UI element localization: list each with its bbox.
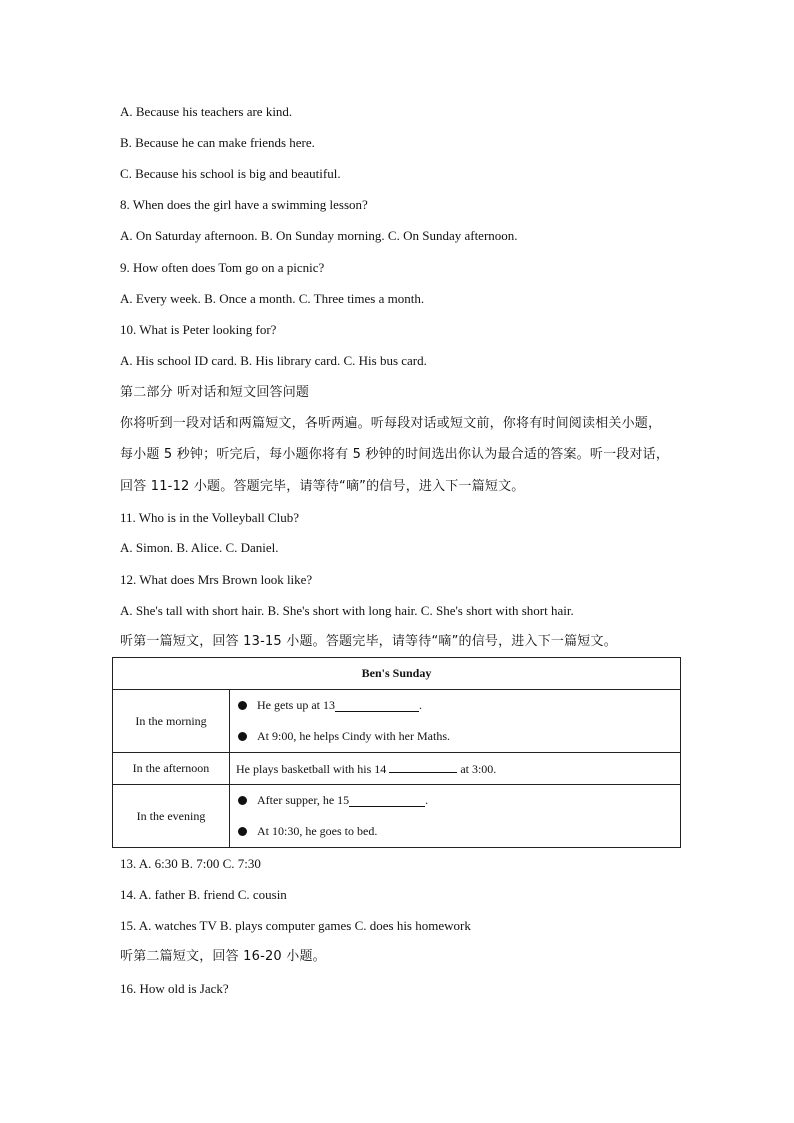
bullet-icon — [238, 827, 247, 836]
question-line: 12. What does Mrs Brown look like? — [120, 572, 313, 587]
instruction-line: 听第二篇短文，回答 16-20 小题。 — [120, 949, 326, 964]
instruction-line: 回答 11-12 小题。答题完毕，请等待“嘀”的信号，进入下一篇短文。 — [120, 479, 525, 494]
list-item — [236, 721, 680, 752]
list-item — [236, 816, 680, 847]
option-line: A. Every week. B. Once a month. C. Three times a month. — [120, 291, 425, 306]
table-title: Ben's Sunday — [113, 658, 681, 690]
evening-item-1-end: . — [425, 793, 429, 807]
instruction-line: 听第一篇短文，回答 13-15 小题。答题完毕，请等待“嘀”的信号，进入下一篇短文。 — [120, 634, 617, 649]
bullet-icon — [238, 701, 247, 710]
evening-content — [230, 785, 681, 848]
option-line: 13. A. 6:30 B. 7:00 C. 7:30 — [120, 856, 261, 871]
option-line: 14. A. father B. friend C. cousin — [120, 887, 287, 902]
list-item — [236, 690, 680, 721]
option-line: A. Because his teachers are kind. — [120, 104, 293, 119]
answer-blank-13[interactable] — [335, 699, 419, 712]
morning-item-1: He gets up at 13 — [257, 698, 335, 712]
row-label-evening: In the evening — [113, 785, 230, 848]
list-item — [236, 785, 680, 816]
row-label-afternoon: In the afternoon — [113, 753, 230, 785]
question-line: 8. When does the girl have a swimming lesson? — [120, 197, 368, 212]
option-line: C. Because his school is big and beautiful. — [120, 166, 341, 181]
question-line: 16. How old is Jack? — [120, 981, 229, 996]
afternoon-item-1-end: at 3:00. — [457, 762, 497, 776]
morning-item-1-end: . — [418, 698, 422, 712]
question-line: 11. Who is in the Volleyball Club? — [120, 510, 299, 525]
morning-content — [230, 690, 681, 753]
bullet-icon — [238, 732, 247, 741]
morning-item-2: At 9:00, he helps Cindy with her Maths. — [257, 729, 450, 743]
bens-sunday-table — [112, 657, 681, 848]
afternoon-item-1: He plays basketball with his 14 — [236, 762, 390, 776]
question-line: 9. How often does Tom go on a picnic? — [120, 260, 325, 275]
option-line: A. She's tall with short hair. B. She's short with long hair. C. She's short with short hair. — [120, 603, 574, 618]
row-label-morning: In the morning — [113, 690, 230, 753]
option-line: A. Simon. B. Alice. C. Daniel. — [120, 540, 279, 555]
question-line: 10. What is Peter looking for? — [120, 322, 277, 337]
option-line: A. On Saturday afternoon. B. On Sunday morning. C. On Sunday afternoon. — [120, 228, 518, 243]
option-line: B. Because he can make friends here. — [120, 135, 315, 150]
answer-blank-15[interactable] — [349, 794, 425, 807]
instruction-line: 每小题 5 秒钟；听完后，每小题你将有 5 秒钟的时间选出你认为最合适的答案。听一段对话， — [120, 447, 670, 462]
bullet-icon — [238, 796, 247, 805]
instruction-line: 你将听到一段对话和两篇短文，各听两遍。听每段对话或短文前，你将有时间阅读相关小题， — [120, 416, 662, 431]
afternoon-content — [230, 753, 681, 785]
evening-item-2: At 10:30, he goes to bed. — [257, 824, 378, 838]
option-line: A. His school ID card. B. His library card. C. His bus card. — [120, 353, 427, 368]
section-heading: 第二部分 听对话和短文回答问题 — [120, 385, 310, 400]
evening-item-1: After supper, he 15 — [257, 793, 350, 807]
option-line: 15. A. watches TV B. plays computer games C. does his homework — [120, 918, 471, 933]
answer-blank-14[interactable] — [389, 760, 457, 773]
